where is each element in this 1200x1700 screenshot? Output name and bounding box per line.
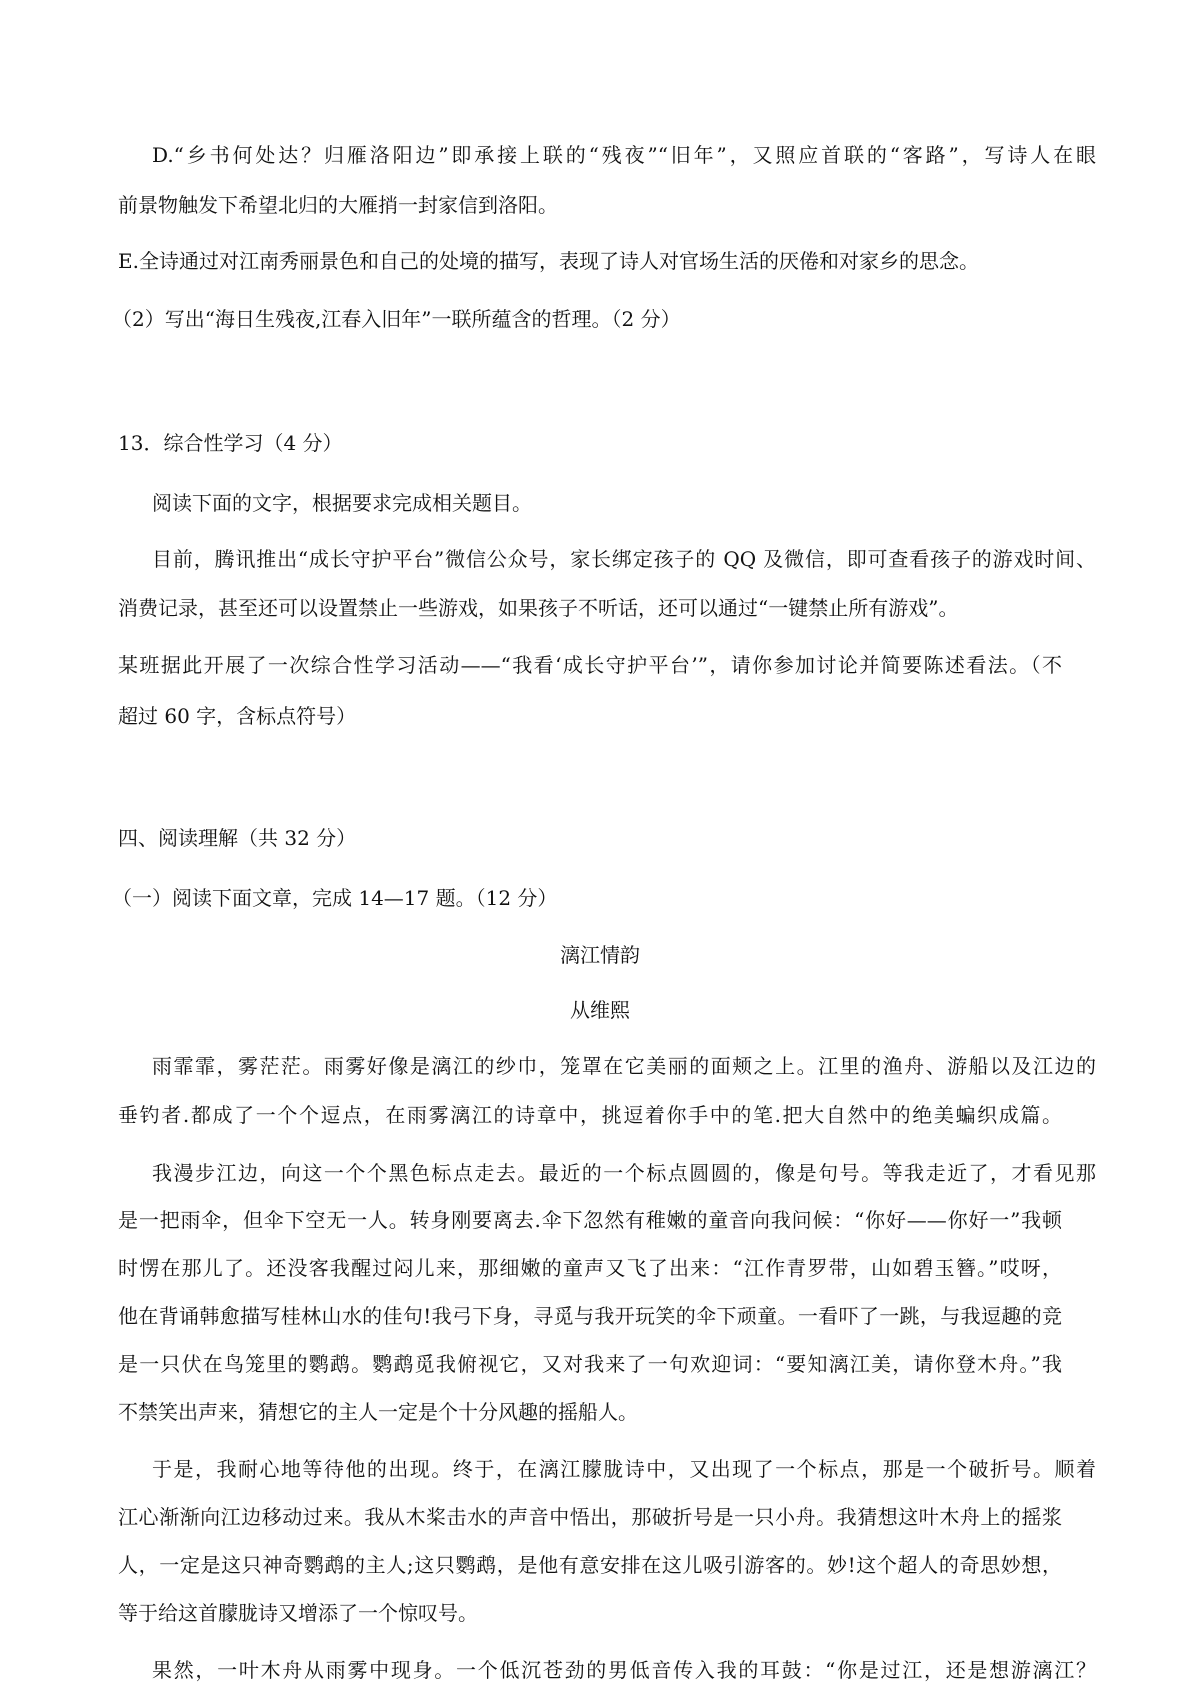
essay-p1-line-2: 垂钓者.都成了一个个逗点，在雨雾漓江的诗章中，挑逗着你手中的笔.把大自然中的绝美蝙织成篇。 — [118, 1103, 1062, 1127]
essay-p3-line-3: 人，一定是这只神奇鹦鹉的主人;这只鹦鹉，是他有意安排在这儿吸引游客的。妙!这个超人的奇思妙想， — [118, 1553, 1062, 1577]
essay-author: 从维熙 — [570, 998, 630, 1022]
sub-question-2: （2）写出“海日生残夜,江春入旧年”一联所蕴含的哲理。（2 分） — [112, 307, 681, 331]
essay-p2-line-1: 我漫步江边，向这一个个黑色标点走去。最近的一个标点圆圆的，像是句号。等我走近了，才看见那 — [152, 1161, 1096, 1185]
option-d-line-1: D.“乡书何处达？归雁洛阳边”即承接上联的“残夜”“旧年”，又照应首联的“客路”，写诗人在眼 — [152, 143, 1096, 167]
section4-heading: 四、阅读理解（共 32 分） — [118, 826, 357, 850]
option-e: E.全诗通过对江南秀丽景色和自己的处境的描写，表现了诗人对官场生活的厌倦和对家乡的思念。 — [118, 249, 979, 273]
q13-para1-line-2: 消费记录，甚至还可以设置禁止一些游戏，如果孩子不听话，还可以通过“一键禁止所有游戏”。 — [118, 596, 959, 620]
essay-p2-line-5: 是一只伏在鸟笼里的鹦鹉。鹦鹉觅我俯视它，又对我来了一句欢迎词：“要知漓江美，请你登木舟。”我 — [118, 1352, 1062, 1376]
essay-p1-line-1: 雨霏霏，雾茫茫。雨雾好像是漓江的纱巾，笼罩在它美丽的面颊之上。江里的渔舟、游船以及江边的 — [152, 1054, 1096, 1078]
part1-heading: （一）阅读下面文章，完成 14—17 题。（12 分） — [112, 886, 558, 910]
option-d-line-2: 前景物触发下希望北归的大雁捎一封家信到洛阳。 — [118, 193, 558, 217]
essay-p2-line-3: 时愣在那儿了。还没客我醒过闷儿来，那细嫩的童声又飞了出来：“江作青罗带，山如碧玉簪。”哎呀， — [118, 1256, 1062, 1280]
q13-para2-line-2: 超过 60 字，含标点符号） — [118, 704, 357, 728]
q13-para1-line-1: 目前，腾讯推出“成长守护平台”微信公众号，家长绑定孩子的 QQ 及微信，即可查看孩子的游戏时间、 — [152, 547, 1096, 571]
q13-title: 13．综合性学习（4 分） — [118, 431, 343, 455]
essay-p2-line-4: 他在背诵韩愈描写桂林山水的佳句!我弓下身，寻觅与我开玩笑的伞下顽童。一看吓了一跳，与我逗趣的竞 — [118, 1304, 1062, 1328]
essay-p2-line-6: 不禁笑出声来，猜想它的主人一定是个十分风趣的摇船人。 — [118, 1400, 638, 1424]
q13-instruction: 阅读下面的文字，根据要求完成相关题目。 — [152, 491, 532, 515]
essay-p4-line-1: 果然，一叶木舟从雨雾中现身。一个低沉苍劲的男低音传入我的耳鼓：“你是过江，还是想游漓江？ — [152, 1658, 1096, 1682]
essay-p3-line-4: 等于给这首朦胧诗又增添了一个惊叹号。 — [118, 1601, 478, 1625]
essay-p2-line-2: 是一把雨伞，但伞下空无一人。转身刚要离去.伞下忽然有稚嫩的童音向我问候：“你好——你好一”我顿 — [118, 1208, 1062, 1232]
q13-para2-line-1: 某班据此开展了一次综合性学习活动——“我看‘成长守护平台’”，请你参加讨论并简要陈述看法。（不 — [118, 653, 1062, 677]
essay-p3-line-2: 江心渐渐向江边移动过来。我从木桨击水的声音中悟出，那破折号是一只小舟。我猜想这叶木舟上的摇浆 — [118, 1505, 1062, 1529]
essay-title: 漓江情韵 — [560, 943, 640, 967]
essay-p3-line-1: 于是，我耐心地等待他的出现。终于，在漓江朦胧诗中，又出现了一个标点，那是一个破折号。顺着 — [152, 1457, 1096, 1481]
